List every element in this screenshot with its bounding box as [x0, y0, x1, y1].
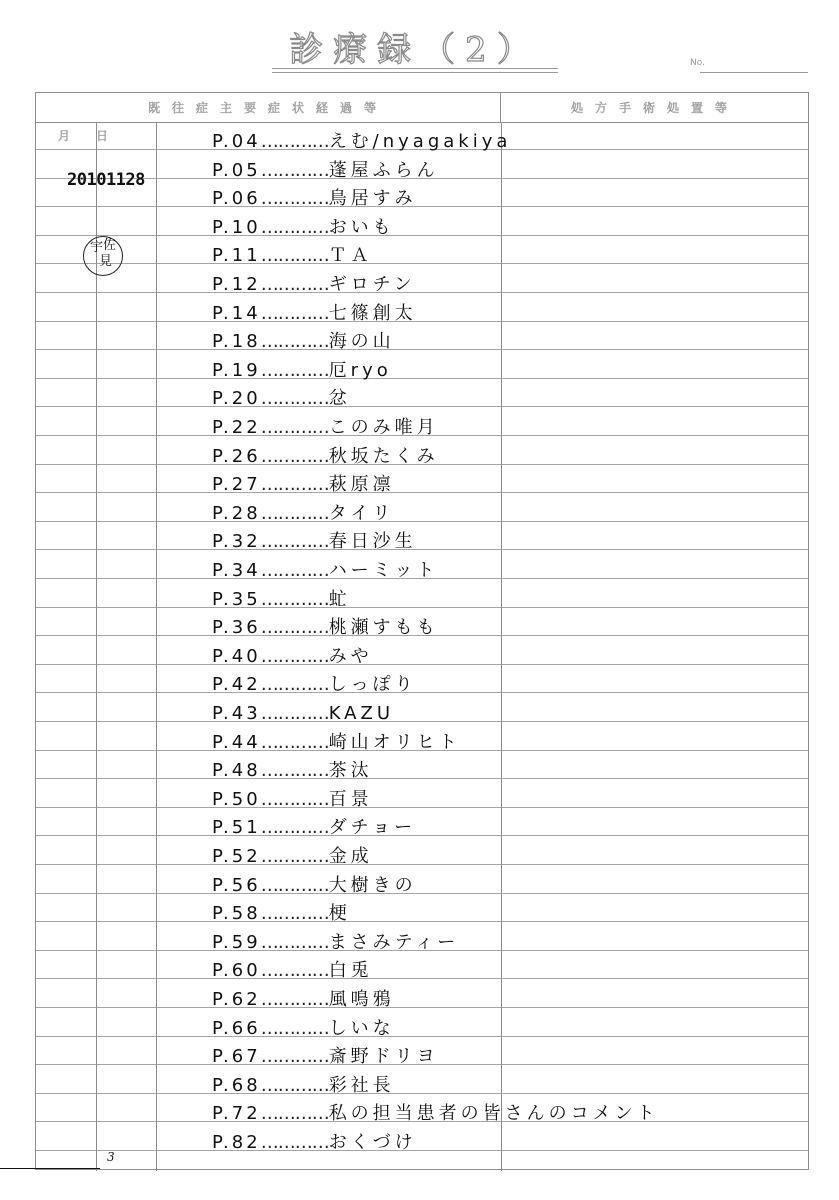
list-item: [212, 872, 417, 901]
entry-leader-dots: …………: [260, 560, 329, 581]
entry-page: P.26: [212, 445, 261, 467]
stamp-char-2: 佐: [103, 238, 117, 253]
entry-leader-dots: …………: [260, 245, 329, 267]
entry-leader-dots: …………: [260, 131, 329, 152]
entry-leader-dots: …………: [260, 302, 329, 324]
header-left: 既往症主要症状経過等: [36, 93, 501, 123]
entry-name: ハーミット: [328, 560, 439, 581]
record-number-label: No.: [690, 58, 705, 68]
entry-leader-dots: …………: [260, 417, 329, 438]
header-right: 処方手術処置等: [570, 101, 739, 115]
list-item: [212, 357, 392, 386]
list-item: [212, 1100, 659, 1129]
entry-leader-dots: …………: [260, 159, 329, 181]
entry-leader-dots: …………: [260, 960, 329, 982]
ruled-line: [36, 864, 808, 865]
entry-name: 蓬屋ふらん: [328, 159, 439, 181]
list-item: [212, 900, 351, 929]
entry-name: 梗: [328, 903, 351, 925]
entry-leader-dots: …………: [260, 445, 329, 467]
entry-leader-dots: …………: [260, 274, 329, 295]
entry-name: みや: [328, 645, 373, 667]
entry-leader-dots: …………: [260, 645, 329, 667]
entry-leader-dots: …………: [260, 931, 329, 953]
list-item: [212, 957, 373, 986]
entry-page: P.62: [212, 989, 261, 1010]
list-item: [212, 328, 395, 357]
entry-name: 私の担当患者の皆さんのコメント: [328, 1103, 659, 1125]
entry-page: P.67: [212, 1046, 261, 1068]
entry-page: P.12: [212, 274, 261, 295]
entry-leader-dots: …………: [260, 588, 329, 610]
list-item: [212, 929, 459, 958]
entry-name: 忿: [328, 388, 351, 410]
list-item: [212, 242, 373, 271]
list-item: [212, 1043, 439, 1072]
list-item: [212, 986, 395, 1015]
list-item: [212, 614, 439, 643]
list-item: [212, 271, 416, 300]
entry-leader-dots: …………: [260, 388, 329, 410]
entry-page: P.56: [212, 874, 261, 896]
list-item: [212, 757, 373, 786]
ruled-line: [36, 406, 808, 407]
header-row: [36, 93, 808, 123]
entry-page: P.14: [212, 302, 261, 324]
ruled-line: [36, 492, 808, 493]
ruled-line: [36, 235, 808, 236]
entry-leader-dots: …………: [260, 1132, 329, 1153]
entry-page: P.50: [212, 788, 261, 810]
date-entry: 20101128: [67, 170, 145, 190]
entry-page: P.35: [212, 588, 261, 610]
list-item: [212, 786, 373, 815]
entry-name: 七篠創太: [328, 302, 417, 324]
entry-name: 白兎: [328, 960, 373, 982]
list-item: [212, 814, 416, 843]
entry-page: P.52: [212, 846, 261, 867]
list-item: [212, 471, 395, 500]
stamp-char-3: 見: [99, 254, 113, 269]
entry-leader-dots: …………: [260, 502, 329, 524]
entry-page: P.36: [212, 617, 261, 639]
list-item: [212, 385, 351, 414]
ruled-line: [36, 921, 808, 922]
list-item: [212, 1072, 395, 1101]
footer-line: [0, 1168, 100, 1169]
page-number: 3: [107, 1150, 115, 1164]
entry-name: 崎山オリヒト: [328, 731, 461, 753]
ruled-line: [36, 321, 808, 322]
stamp-char-1: 宇: [90, 240, 104, 255]
ruled-line: [36, 378, 808, 379]
entry-leader-dots: …………: [260, 474, 329, 496]
entry-leader-dots: …………: [260, 989, 329, 1010]
entry-page: P.58: [212, 903, 261, 925]
ruled-line: [36, 1150, 808, 1151]
entry-page: P.42: [212, 674, 261, 696]
entry-name: ギロチン: [328, 274, 416, 295]
entry-leader-dots: …………: [260, 531, 329, 553]
entry-leader-dots: …………: [260, 788, 329, 810]
list-item: [212, 700, 394, 729]
list-item: [212, 671, 417, 700]
entry-name: 彩社長: [328, 1074, 395, 1096]
entry-leader-dots: …………: [260, 188, 329, 210]
ruled-line: [36, 206, 808, 207]
entry-leader-dots: …………: [260, 1017, 329, 1039]
entry-leader-dots: …………: [260, 817, 329, 839]
list-item: [212, 843, 373, 872]
entry-name: 桃瀬すもも: [328, 617, 439, 639]
entry-page: P.18: [212, 331, 261, 353]
entry-name: 金成: [328, 846, 373, 867]
entry-name: 虻: [328, 588, 351, 610]
entry-page: P.05: [212, 159, 261, 181]
list-item: [212, 214, 395, 243]
list-item: [212, 443, 439, 472]
entry-leader-dots: …………: [260, 731, 329, 753]
entry-name: おくづけ: [328, 1132, 417, 1153]
title: 診療録（2）: [289, 30, 541, 70]
seal-stamp: [83, 236, 123, 276]
entry-name: 大樹きの: [328, 874, 417, 896]
record-number-line: [700, 72, 808, 73]
entry-page: P.44: [212, 731, 261, 753]
entry-leader-dots: …………: [260, 1046, 329, 1068]
entry-page: P.22: [212, 417, 261, 438]
entry-leader-dots: …………: [260, 1074, 329, 1096]
entry-name: しっぽり: [328, 674, 417, 696]
entry-page: P.20: [212, 388, 261, 410]
entry-leader-dots: …………: [260, 617, 329, 639]
list-item: [212, 300, 417, 329]
ruled-line: [36, 692, 808, 693]
entry-page: P.34: [212, 560, 261, 581]
ruled-line: [36, 893, 808, 894]
entry-leader-dots: …………: [260, 674, 329, 696]
entry-name: 茶汰: [328, 760, 373, 782]
entry-name: 風鳴鴉: [328, 989, 395, 1010]
entry-name: 斎野ドリヨ: [328, 1046, 439, 1068]
entry-name: 厄ryo: [328, 359, 392, 381]
entry-leader-dots: …………: [260, 359, 329, 381]
ruled-line: [36, 778, 808, 779]
list-item: [212, 643, 373, 672]
entry-page: P.06: [212, 188, 261, 210]
entry-leader-dots: …………: [260, 216, 329, 238]
ruled-line: [36, 807, 808, 808]
column-divider: [501, 123, 502, 1171]
ruled-line: [36, 1007, 808, 1008]
entry-page: P.48: [212, 760, 261, 782]
entry-page: P.51: [212, 817, 261, 839]
column-divider: [96, 123, 97, 1171]
list-item: [212, 1015, 395, 1044]
entry-name: 海の山: [328, 331, 395, 353]
entry-name: このみ唯月: [328, 417, 439, 438]
entry-page: P.27: [212, 474, 261, 496]
entry-leader-dots: …………: [260, 903, 329, 925]
ruled-line: [36, 292, 808, 293]
title-underline-second: [272, 72, 558, 73]
ruled-line: [36, 835, 808, 836]
entry-page: P.59: [212, 931, 261, 953]
entry-name: 百景: [328, 788, 373, 810]
entry-name: えむ/nyagakiya: [328, 131, 512, 152]
ruled-line: [36, 263, 808, 264]
list-item: [212, 729, 461, 758]
ruled-line: [36, 1093, 808, 1094]
list-item: [212, 586, 351, 615]
entry-page: P.60: [212, 960, 261, 982]
list-item: [212, 128, 511, 157]
list-item: [212, 557, 438, 586]
entry-page: P.72: [212, 1103, 261, 1125]
entry-name: タイリ: [328, 502, 395, 524]
column-divider: [156, 123, 157, 1171]
entry-name: まさみティー: [328, 931, 460, 953]
entry-page: P.40: [212, 645, 261, 667]
entry-leader-dots: …………: [260, 874, 329, 896]
ruled-line: [36, 349, 808, 350]
entry-page: P.19: [212, 359, 261, 381]
title-underline: [272, 68, 558, 69]
entry-name: しいな: [328, 1017, 395, 1039]
ruled-line: [36, 978, 808, 979]
entry-name: ＴＡ: [328, 245, 373, 267]
ruled-line: [36, 1036, 808, 1037]
entry-name: 萩原凛: [328, 474, 395, 496]
ruled-line: [36, 721, 808, 722]
list-item: [212, 185, 417, 214]
ruled-line: [36, 664, 808, 665]
list-item: [212, 1129, 417, 1158]
ruled-line: [36, 549, 808, 550]
entry-leader-dots: …………: [260, 1103, 329, 1125]
entry-page: P.68: [212, 1074, 261, 1096]
list-item: [212, 157, 439, 186]
entry-page: P.04: [212, 131, 261, 152]
entry-leader-dots: …………: [260, 760, 329, 782]
entry-name: 秋坂たくみ: [328, 445, 439, 467]
entry-page: P.11: [212, 245, 261, 267]
ruled-line: [36, 607, 808, 608]
entry-name: 春日沙生: [328, 531, 417, 553]
list-item: [212, 528, 417, 557]
entry-leader-dots: …………: [260, 331, 329, 353]
entry-leader-dots: …………: [260, 846, 329, 867]
list-item: [212, 500, 394, 529]
entry-name: 鳥居すみ: [328, 188, 417, 210]
entry-name: おいも: [328, 216, 395, 238]
list-item: [212, 414, 439, 443]
entry-page: P.43: [212, 703, 261, 724]
entry-page: P.32: [212, 531, 261, 553]
entry-page: P.10: [212, 216, 261, 238]
entry-page: P.28: [212, 502, 261, 524]
entry-name: ダチョー: [328, 817, 417, 839]
entry-page: P.82: [212, 1132, 261, 1153]
date-column-label: 月日: [57, 129, 134, 143]
entry-leader-dots: …………: [260, 703, 329, 724]
entry-page: P.66: [212, 1017, 261, 1039]
ruled-line: [36, 521, 808, 522]
entry-name: KAZU: [328, 703, 394, 724]
